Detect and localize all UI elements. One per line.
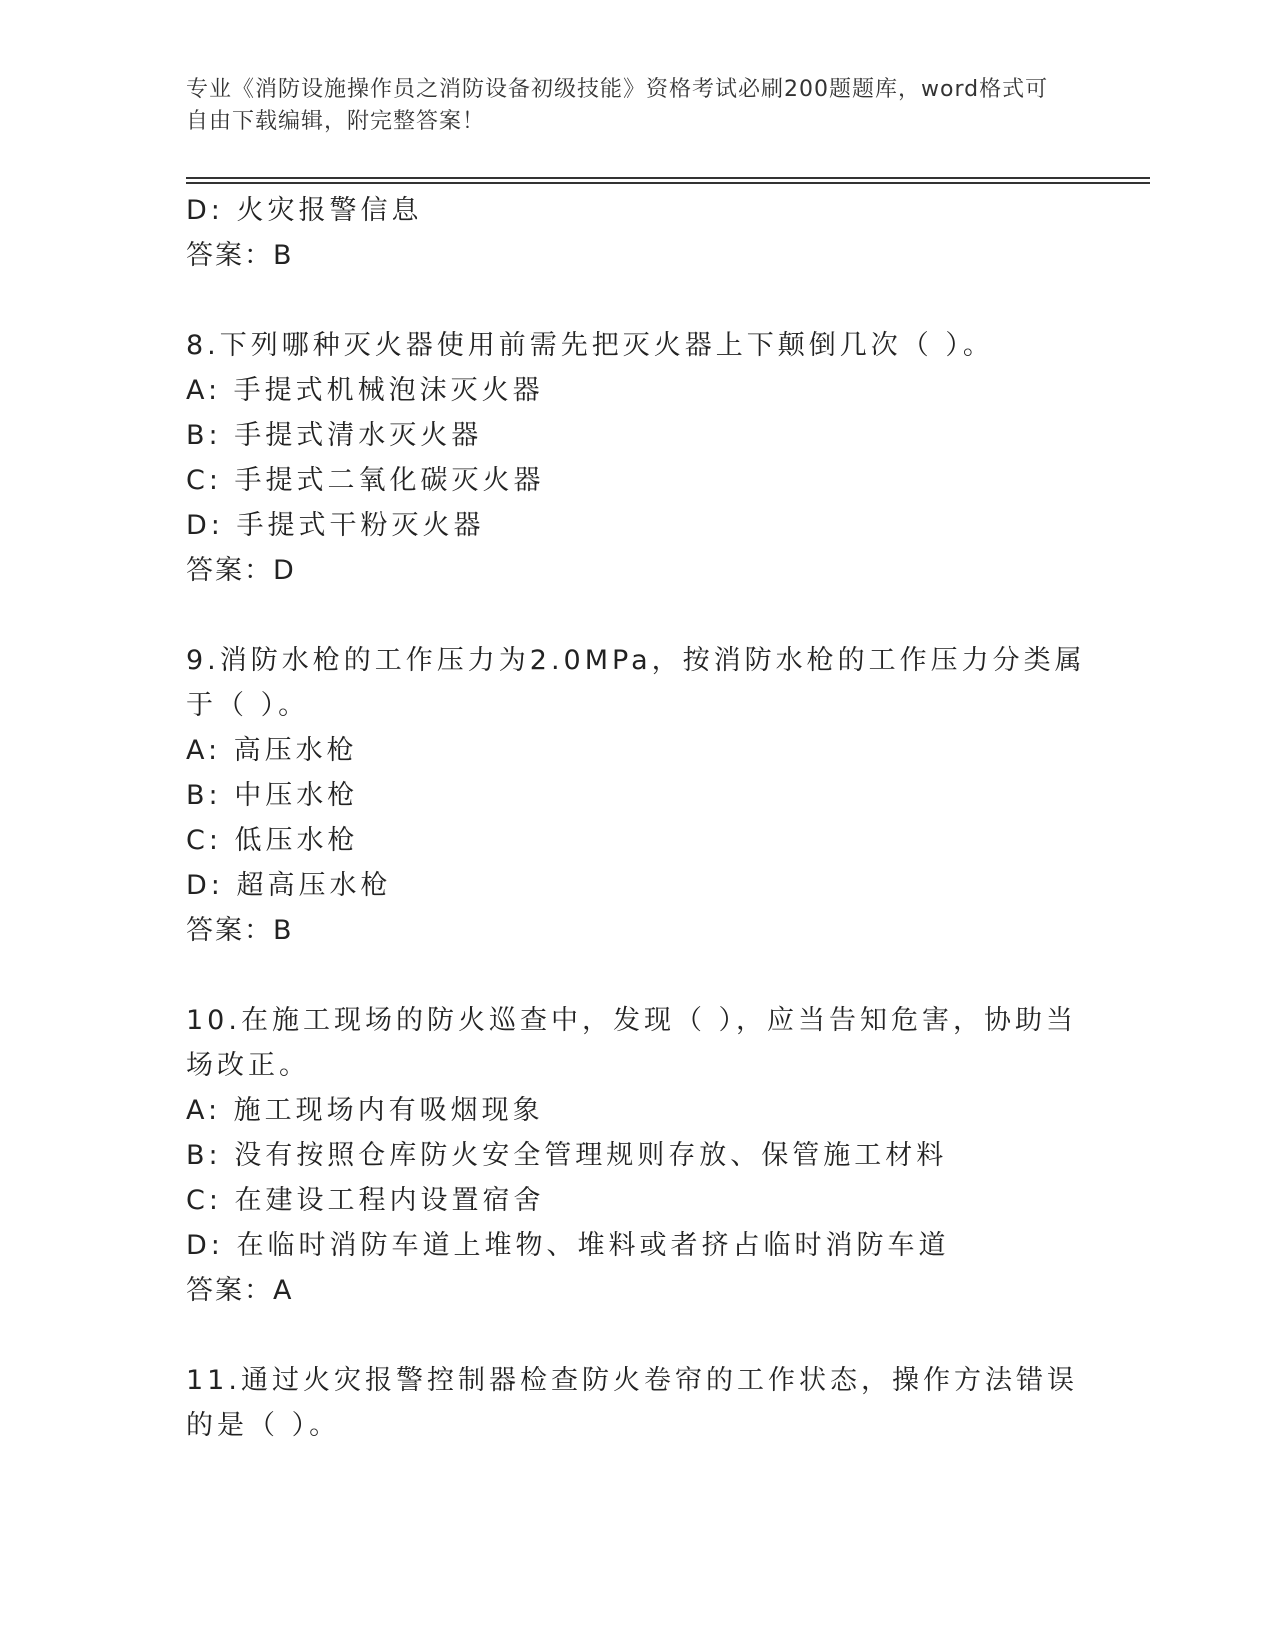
- option-a: A: 高压水枪: [186, 735, 358, 766]
- answer: 答案：B: [186, 915, 294, 946]
- option-c: C: 在建设工程内设置宿舍: [186, 1185, 545, 1216]
- option-d: D: 火灾报警信息: [186, 195, 423, 226]
- option-d: D: 在临时消防车道上堆物、堆料或者挤占临时消防车道: [186, 1230, 950, 1261]
- document-header: 专业《消防设施操作员之消防设备初级技能》资格考试必刷200题题库，word格式可自由下载编辑，附完整答案！: [186, 77, 1049, 134]
- option-a: A: 施工现场内有吸烟现象: [186, 1095, 544, 1126]
- header-rule-bottom: [186, 182, 1150, 184]
- question-content: [186, 188, 1086, 1448]
- question-text: 11.通过火灾报警控制器检查防火卷帘的工作状态，操作方法错误的是（ ）。: [186, 1365, 1078, 1441]
- question-9: [186, 638, 1086, 953]
- answer: 答案：B: [186, 240, 294, 271]
- option-d: D: 超高压水枪: [186, 870, 392, 901]
- question-11: [186, 1358, 1086, 1448]
- question-10: [186, 998, 1086, 1313]
- option-b: B: 中压水枪: [186, 780, 359, 811]
- answer: 答案：A: [186, 1275, 294, 1306]
- question-text: 10.在施工现场的防火巡查中，发现（ ），应当告知危害，协助当场改正。: [186, 1005, 1078, 1081]
- option-a: A: 手提式机械泡沫灭火器: [186, 375, 544, 406]
- option-b: B: 手提式清水灭火器: [186, 420, 483, 451]
- question-text: 8.下列哪种灭火器使用前需先把灭火器上下颠倒几次（ ）。: [186, 330, 994, 361]
- question-8: [186, 323, 1086, 593]
- option-c: C: 低压水枪: [186, 825, 359, 856]
- option-d: D: 手提式干粉灭火器: [186, 510, 485, 541]
- header-rule-top: [186, 177, 1150, 179]
- answer: 答案：D: [186, 555, 296, 586]
- option-c: C: 手提式二氧化碳灭火器: [186, 465, 545, 496]
- question-text: 9.消防水枪的工作压力为2.0MPa，按消防水枪的工作压力分类属于（ ）。: [186, 645, 1086, 721]
- option-b: B: 没有按照仓库防火安全管理规则存放、保管施工材料: [186, 1140, 948, 1171]
